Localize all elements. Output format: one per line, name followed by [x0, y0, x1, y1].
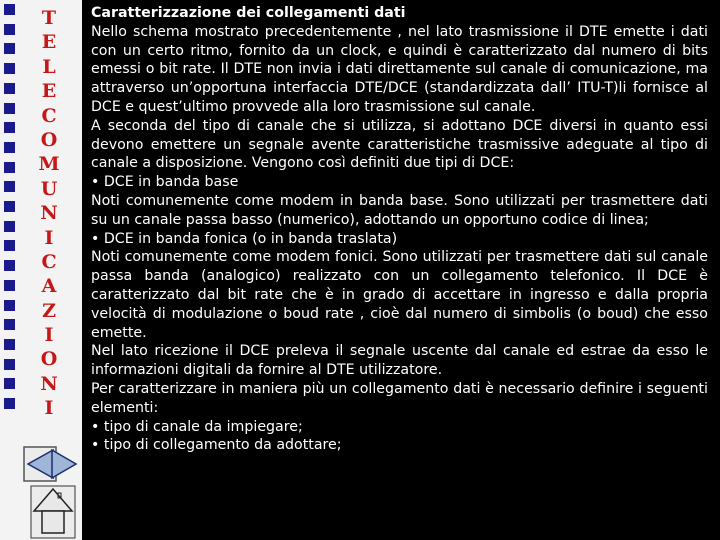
decorative-square: [4, 24, 15, 35]
decorative-square: [4, 260, 15, 271]
decorative-square: [4, 181, 15, 192]
decorative-square: [4, 122, 15, 133]
decorative-square: [4, 63, 15, 74]
decorative-square: [4, 103, 15, 114]
vertical-title-letter: O: [40, 128, 58, 151]
paragraph-elementi: Per caratterizzare in maniera più un collegamento dati è necessario definire i seguenti elementi:: [91, 380, 708, 416]
decorative-square: [4, 319, 15, 330]
vertical-title-letter: L: [42, 55, 56, 78]
vertical-title-letter: C: [41, 250, 57, 273]
bullet-dce-banda-base: • DCE in banda base: [91, 174, 239, 191]
triangle-right-icon: [52, 450, 76, 478]
decorative-square: [4, 221, 15, 232]
decorative-square: [4, 43, 15, 54]
vertical-title: [34, 6, 64, 421]
bullet-tipo-collegamento: • tipo di collegamento da adottare;: [91, 437, 342, 454]
vertical-title-letter: I: [44, 226, 54, 249]
paragraph-banda-fonica: Noti comunemente come modem fonici. Sono utilizzati per trasmettere dati sul canale passa banda (analogico) realizzato con un collegamento telefonico. Il DCE è caratterizzato dal bit rate che è in grado di accettare in ingresso e dalla propria velocità di modulazione o boud rate , cioè dal numero di simbolis (o boud) che esso emette.: [91, 249, 708, 341]
decorative-square: [4, 4, 15, 15]
decorative-square: [4, 378, 15, 389]
vertical-title-letter: A: [41, 275, 57, 298]
decorative-square: [4, 142, 15, 153]
bullet-dce-banda-fonica: • DCE in banda fonica (o in banda traslata): [91, 230, 398, 247]
decorative-square: [4, 240, 15, 251]
house-icon: [31, 486, 75, 538]
paragraph-banda-base: Noti comunemente come modem in banda base. Sono utilizzati per trasmettere dati su un canale passa basso (numerico), adottando un opportuno codice di linea;: [91, 192, 708, 228]
decorative-square: [4, 359, 15, 370]
home-button[interactable]: [30, 485, 76, 539]
decorative-square: [4, 280, 15, 291]
decorative-square: [4, 300, 15, 311]
vertical-title-letter: Z: [42, 299, 56, 322]
paragraph-dce-types: A seconda del tipo di canale che si utilizza, si adottano DCE diversi in quanto essi devono emettere un segnale avente caratteristiche trasmissive adeguate al tipo di canale a disposizione. Vengono così definiti due tipi di DCE:: [91, 117, 708, 172]
decorative-square: [4, 162, 15, 173]
vertical-title-letter: O: [40, 348, 58, 371]
paragraph-ricezione: Nel lato ricezione il DCE preleva il segnale uscente dal canale ed estrae da esso le informazioni digitali da fornire al DTE utilizzatore.: [91, 343, 708, 379]
decorative-square: [4, 339, 15, 350]
vertical-title-letter: T: [41, 7, 57, 29]
decorative-square: [4, 398, 15, 409]
vertical-title-letter: M: [38, 153, 60, 176]
vertical-title-letter: N: [40, 202, 58, 225]
slide-content: [91, 4, 708, 455]
slide-title: Caratterizzazione dei collegamenti dati: [91, 5, 406, 21]
vertical-title-letter: E: [41, 31, 57, 54]
vertical-title-letter: U: [40, 177, 58, 200]
vertical-title-letter: I: [44, 324, 54, 347]
paragraph-dte-description: Nello schema mostrato precedentemente , nel lato trasmissione il DTE emette i dati con un certo ritmo, fornito da un clock, e quindi è caratterizzato dal numero di bits emessi o bit rate. Il DTE non invia i dati direttamente sul canale di comunicazione, ma attraverso un’opportuna interfaccia DTE/DCE (standardizzata dall’ ITU-T)li fornisce al DCE e quest’ultimo provvede alla loro trasmissione sul canale.: [91, 23, 708, 115]
decorative-square: [4, 201, 15, 212]
decorative-square: [4, 83, 15, 94]
vertical-title-letter: E: [41, 80, 57, 103]
vertical-title-letter: I: [44, 397, 54, 420]
bullet-tipo-canale: • tipo di canale da impiegare;: [91, 418, 303, 435]
decorative-squares: [0, 0, 18, 420]
vertical-title-letter: N: [40, 372, 58, 395]
sidebar: [0, 0, 82, 540]
next-slide-button[interactable]: [48, 446, 78, 482]
vertical-title-letter: C: [41, 104, 57, 127]
